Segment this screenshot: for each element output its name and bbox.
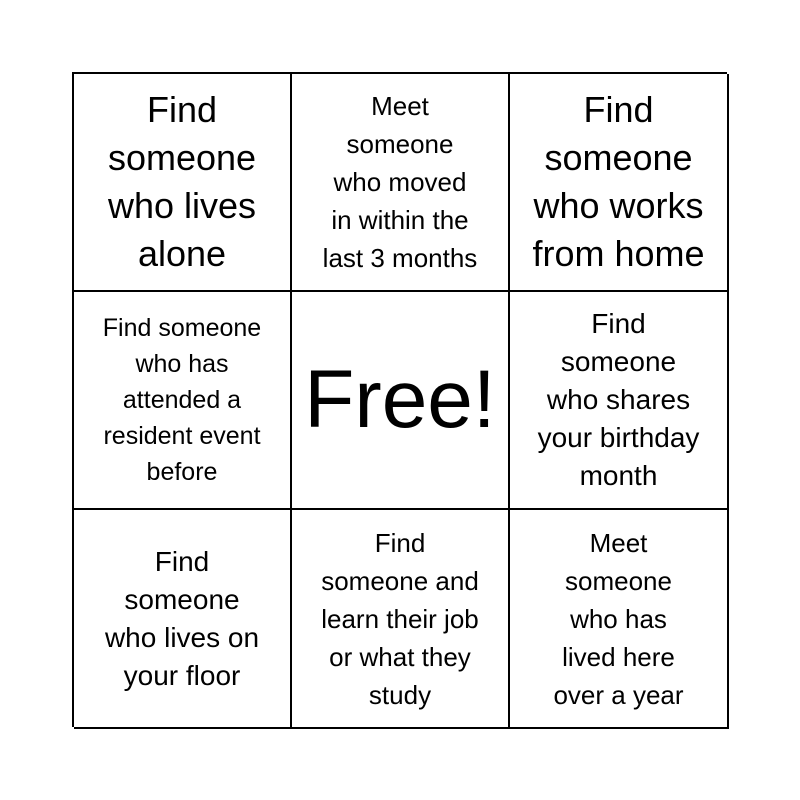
bingo-square-3[interactable]: [510, 74, 729, 292]
bingo-square-1[interactable]: [74, 74, 292, 292]
bingo-square-text: Find someone who lives alone: [107, 89, 257, 274]
bingo-square-text: Meet someone who has lived here over a year: [553, 527, 684, 710]
bingo-square-6[interactable]: [510, 292, 729, 510]
bingo-square-8[interactable]: [292, 510, 510, 729]
bingo-square-text: Find someone and learn their job or what they study: [321, 527, 479, 710]
bingo-square-text: Find someone who has attended a resident event before: [102, 314, 262, 486]
bingo-square-text: Meet someone who moved in within the last 3 months: [322, 91, 478, 273]
free-space[interactable]: [292, 292, 510, 510]
bingo-square-2[interactable]: [292, 74, 510, 292]
bingo-square-text: Find someone who works from home: [532, 89, 705, 274]
bingo-square-text: Find someone who shares your birthday month: [537, 308, 700, 491]
bingo-square-9[interactable]: [510, 510, 729, 729]
free-space-text: Free!: [304, 354, 496, 445]
bingo-square-text: Find someone who lives on your floor: [104, 545, 260, 691]
bingo-square-4[interactable]: [74, 292, 292, 510]
bingo-card: [72, 72, 727, 727]
bingo-square-7[interactable]: [74, 510, 292, 729]
